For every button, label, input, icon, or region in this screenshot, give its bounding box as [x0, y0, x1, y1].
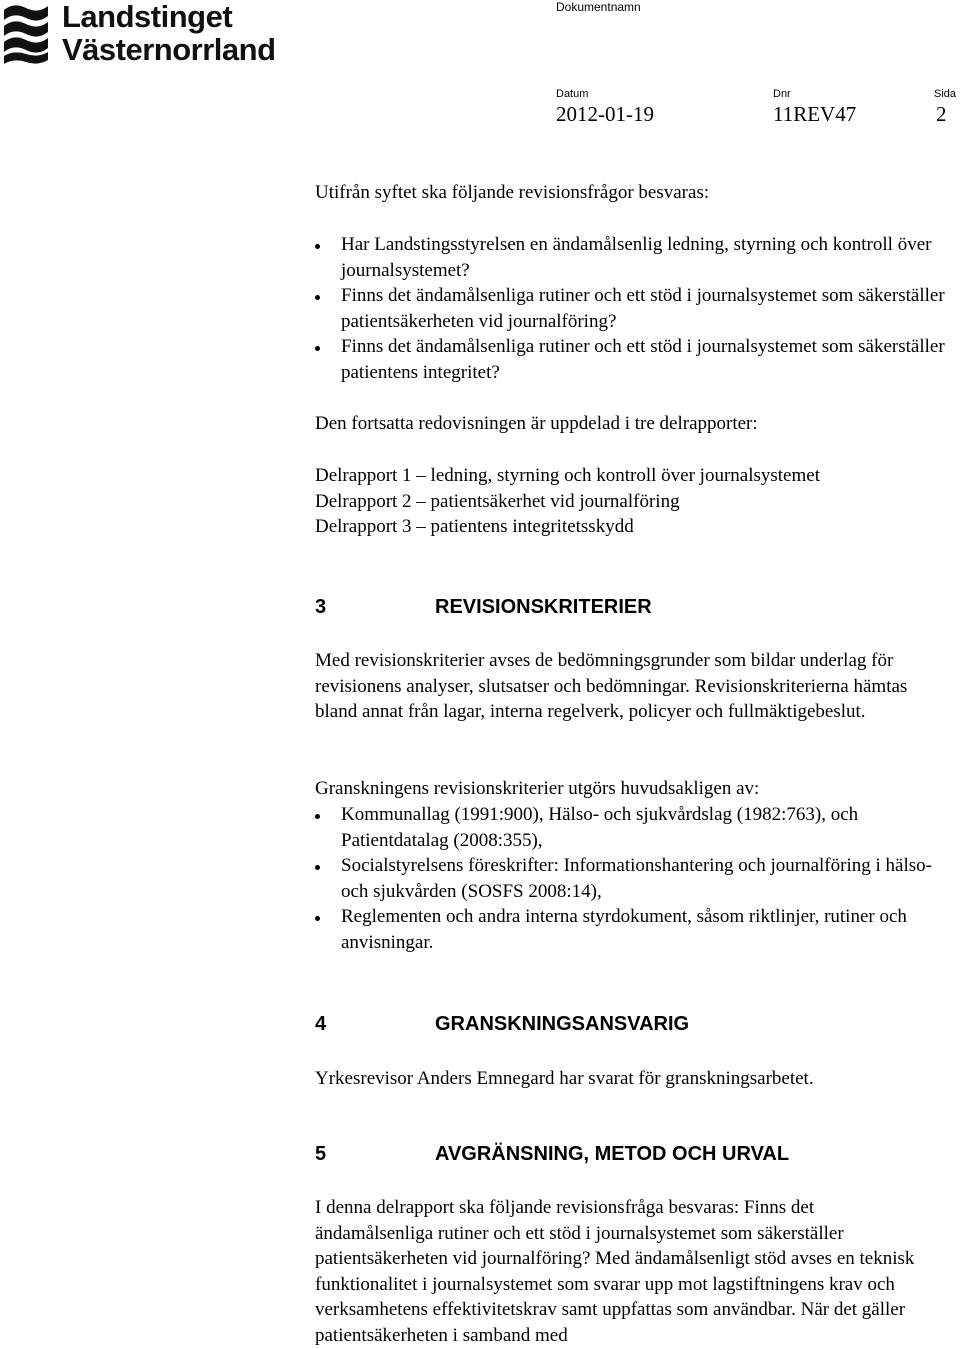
report-list [315, 463, 945, 540]
bullet-icon [315, 865, 320, 870]
list-item: Reglementen och andra interna styrdokument, såsom riktlinjer, rutiner och anvisningar. [315, 904, 937, 955]
reports-intro-paragraph: Den fortsatta redovisningen är uppdelad i tre delrapporter: [315, 413, 758, 434]
list-item: Socialstyrelsens föreskrifter: Informationshantering och journalföring i hälso- och sjukvården (SOSFS 2008:14), [315, 853, 937, 904]
page-label: Sida [934, 88, 957, 100]
list-item: Finns det ändamålsenliga rutiner och ett stöd i journalsystemet som säkerställer patientsäkerheten vid journalföring? [315, 283, 945, 334]
document-name-label: Dokumentnamn [556, 0, 641, 14]
list-item: Delrapport 1 – ledning, styrning och kontroll över journalsystemet [315, 465, 820, 486]
dnr-label: Dnr [773, 88, 791, 100]
bullet-icon [315, 346, 320, 351]
logo-line-2: Västernorrland [62, 32, 276, 67]
date-label: Datum [556, 88, 589, 100]
organization-logo [0, 0, 300, 72]
list-item: Delrapport 2 – patientsäkerhet vid journalföring [315, 490, 680, 512]
logo-mark-icon [0, 2, 52, 66]
section-heading-4: 4 GRANSKNINGSANSVARIG [315, 1013, 690, 1035]
section-5-paragraph: I denna delrapport ska följande revisionsfråga besvaras: Finns det ändamålsenliga rutiner och ett stöd i journalsystemet som säkerställer patientsäkerheten vid journalföring? Med ändamålsenligt stöd avses en teknisk funktionalitet i journalsystemet som svarar upp mot lagstiftningens krav och verksamhetens effektivitetskrav samt uppfattas som användbar. När det gäller patientsäkerheten i samband med [315, 1197, 915, 1346]
intro-paragraph: Utifrån syftet ska följande revisionsfrågor besvaras: [315, 182, 710, 203]
bullet-icon [315, 814, 320, 819]
criteria-list [315, 802, 937, 955]
section-4-paragraph: Yrkesrevisor Anders Emnegard har svarat för granskningsarbetet. [315, 1068, 814, 1089]
date-value: 2012-01-19 [556, 102, 654, 126]
section-3-paragraph: Med revisionskriterier avses de bedömningsgrunder som bildar underlag för revisionens analyser, slutsatser och bedömningar. Revisionskriterierna hämtas bland annat från lagar, interna regelverk, policyer och fullmäktigebeslut. [315, 650, 908, 722]
list-item: Har Landstingsstyrelsen en ändamålsenlig ledning, styrning och kontroll över journalsystemet? [315, 232, 945, 283]
criteria-intro-paragraph: Granskningens revisionskriterier utgörs huvudsakligen av: [315, 778, 760, 799]
bullet-icon [315, 916, 320, 921]
section-heading-3: 3 REVISIONSKRITERIER [315, 596, 652, 618]
logo-wordmark [62, 0, 276, 66]
list-item: Finns det ändamålsenliga rutiner och ett stöd i journalsystemet som säkerställer patientens integritet? [315, 334, 945, 385]
section-heading-5: 5 AVGRÄNSNING, METOD OCH URVAL [315, 1143, 790, 1165]
bullet-icon [315, 295, 320, 300]
list-item: Delrapport 3 – patientens integritetsskydd [315, 516, 634, 537]
page-number: 2 [936, 102, 947, 126]
dnr-value: 11REV47 [773, 102, 857, 126]
question-list [315, 232, 945, 385]
bullet-icon [315, 244, 320, 249]
logo-line-1: Landstinget [62, 0, 233, 34]
list-item: Kommunallag (1991:900), Hälso- och sjukvårdslag (1982:763), och Patientdatalag (2008:355), [315, 802, 937, 853]
